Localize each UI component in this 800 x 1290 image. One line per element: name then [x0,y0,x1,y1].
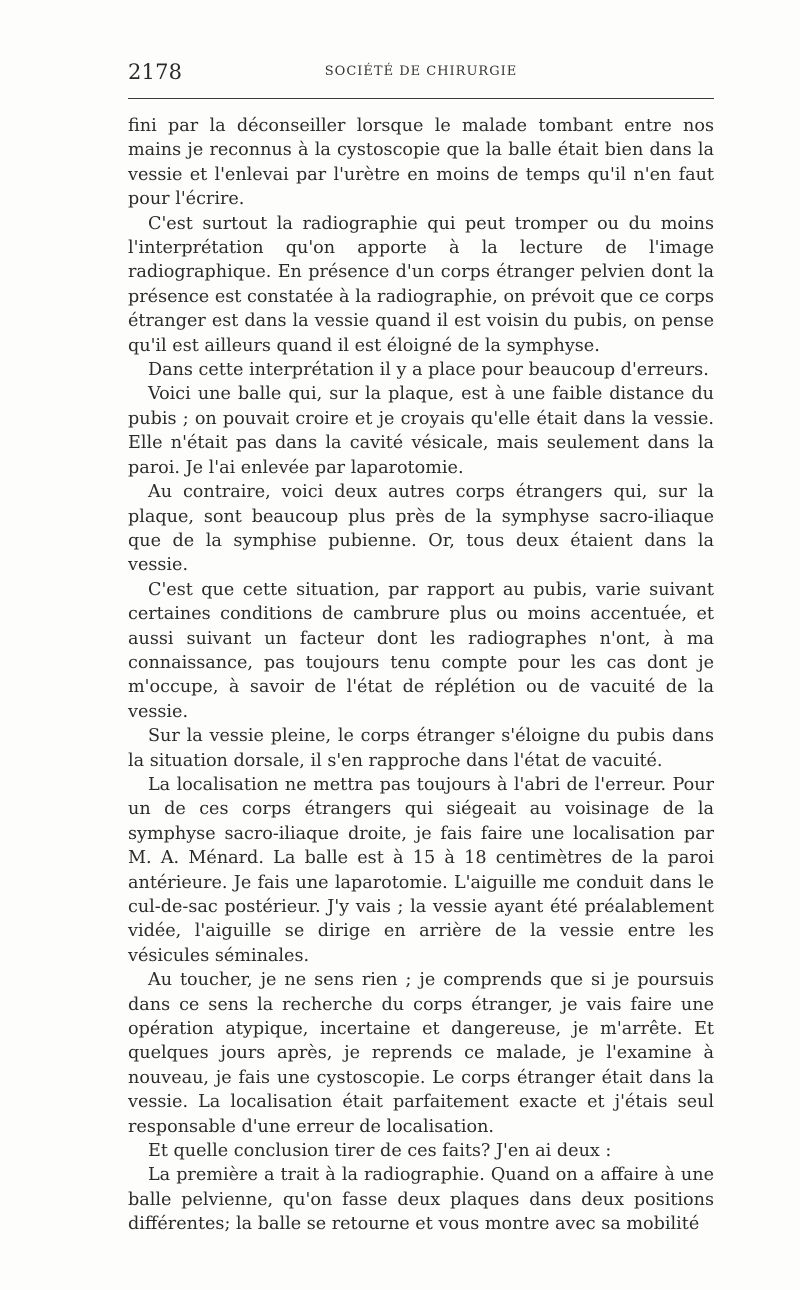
paragraph: La première a trait à la radiographie. Quand on a affaire à une balle pelvienne, qu'on fasse deux plaques dans deux positions différentes; la balle se retourne et vous montre avec sa mobilité [128,1165,714,1235]
paragraph: Voici une balle qui, sur la plaque, est à une faible distance du pubis ; on pouvait croire et je croyais qu'elle était dans la vessie. Elle n'était pas dans la cavité vésicale, mais seulement dans la paroi. Je l'ai enlevée par laparotomie. [128,384,714,478]
page-number: 2178 [128,60,183,84]
paragraph: fini par la déconseiller lorsque le malade tombant entre nos mains je reconnus à la cystoscopie que la balle était bien dans la vessie et l'enlevai par l'urètre en moins de temps qu'il n'en faut pour l'écrire. [128,116,714,210]
paragraph: C'est surtout la radiographie qui peut tromper ou du moins l'interprétation qu'on apporte à la lecture de l'image radiographique. En présence d'un corps étranger pelvien dont la présence est constatée à la radiographie, on prévoit que ce corps étranger est dans la vessie quand il est voisin du pubis, on pense qu'il est ailleurs quand il est éloigné de la symphyse. [128,213,714,356]
paragraph: Sur la vessie pleine, le corps étranger s'éloigne du pubis dans la situation dorsale, il s'en rapproche dans l'état de vacuité. [128,726,714,771]
running-title: SOCIÉTÉ DE CHIRURGIE [324,64,518,79]
paragraph: La localisation ne mettra pas toujours à l'abri de l'erreur. Pour un de ces corps étrangers qui siégeait au voisinage de la symphyse sacro-iliaque droite, je fais faire une localisation par M. A. Ménard. La balle est à 15 à 18 centimètres de la paroi antérieure. Je fais une laparotomie. L'aiguille me conduit dans le cul-de-sac postérieur. J'y vais ; la vessie ayant été préalablement vidée, l'aiguille se dirige en arrière de la vessie entre les vésicules séminales. [128,774,714,966]
running-head [128,57,714,87]
paragraph: Au contraire, voici deux autres corps étrangers qui, sur la plaque, sont beaucoup plus près de la symphyse sacro-iliaque que de la symphise pubienne. Or, tous deux étaient dans la vessie. [128,482,714,576]
header-rule [128,98,714,99]
paragraph: Et quelle conclusion tirer de ces faits? J'en ai deux : [148,1141,612,1162]
paragraph: C'est que cette situation, par rapport au pubis, varie suivant certaines conditions de cambrure plus ou moins accentuée, et aussi suivant un facteur dont les radiographes n'ont, à ma connaissance, pas toujours tenu compte pour les cas dont je m'occupe, à savoir de l'état de réplétion ou de vacuité de la vessie. [128,579,714,722]
paragraph: Dans cette interprétation il y a place pour beaucoup d'erreurs. [148,360,709,381]
paragraph: Au toucher, je ne sens rien ; je comprends que si je poursuis dans ce sens la recherche du corps étranger, je vais faire une opération atypique, incertaine et dangereuse, je m'arrête. Et quelques jours après, je reprends ce malade, je l'examine à nouveau, je fais une cystoscopie. Le corps étranger était dans la vessie. La localisation était parfaitement exacte et j'étais seul responsable d'une erreur de localisation. [128,970,714,1137]
body-text [128,114,714,1237]
